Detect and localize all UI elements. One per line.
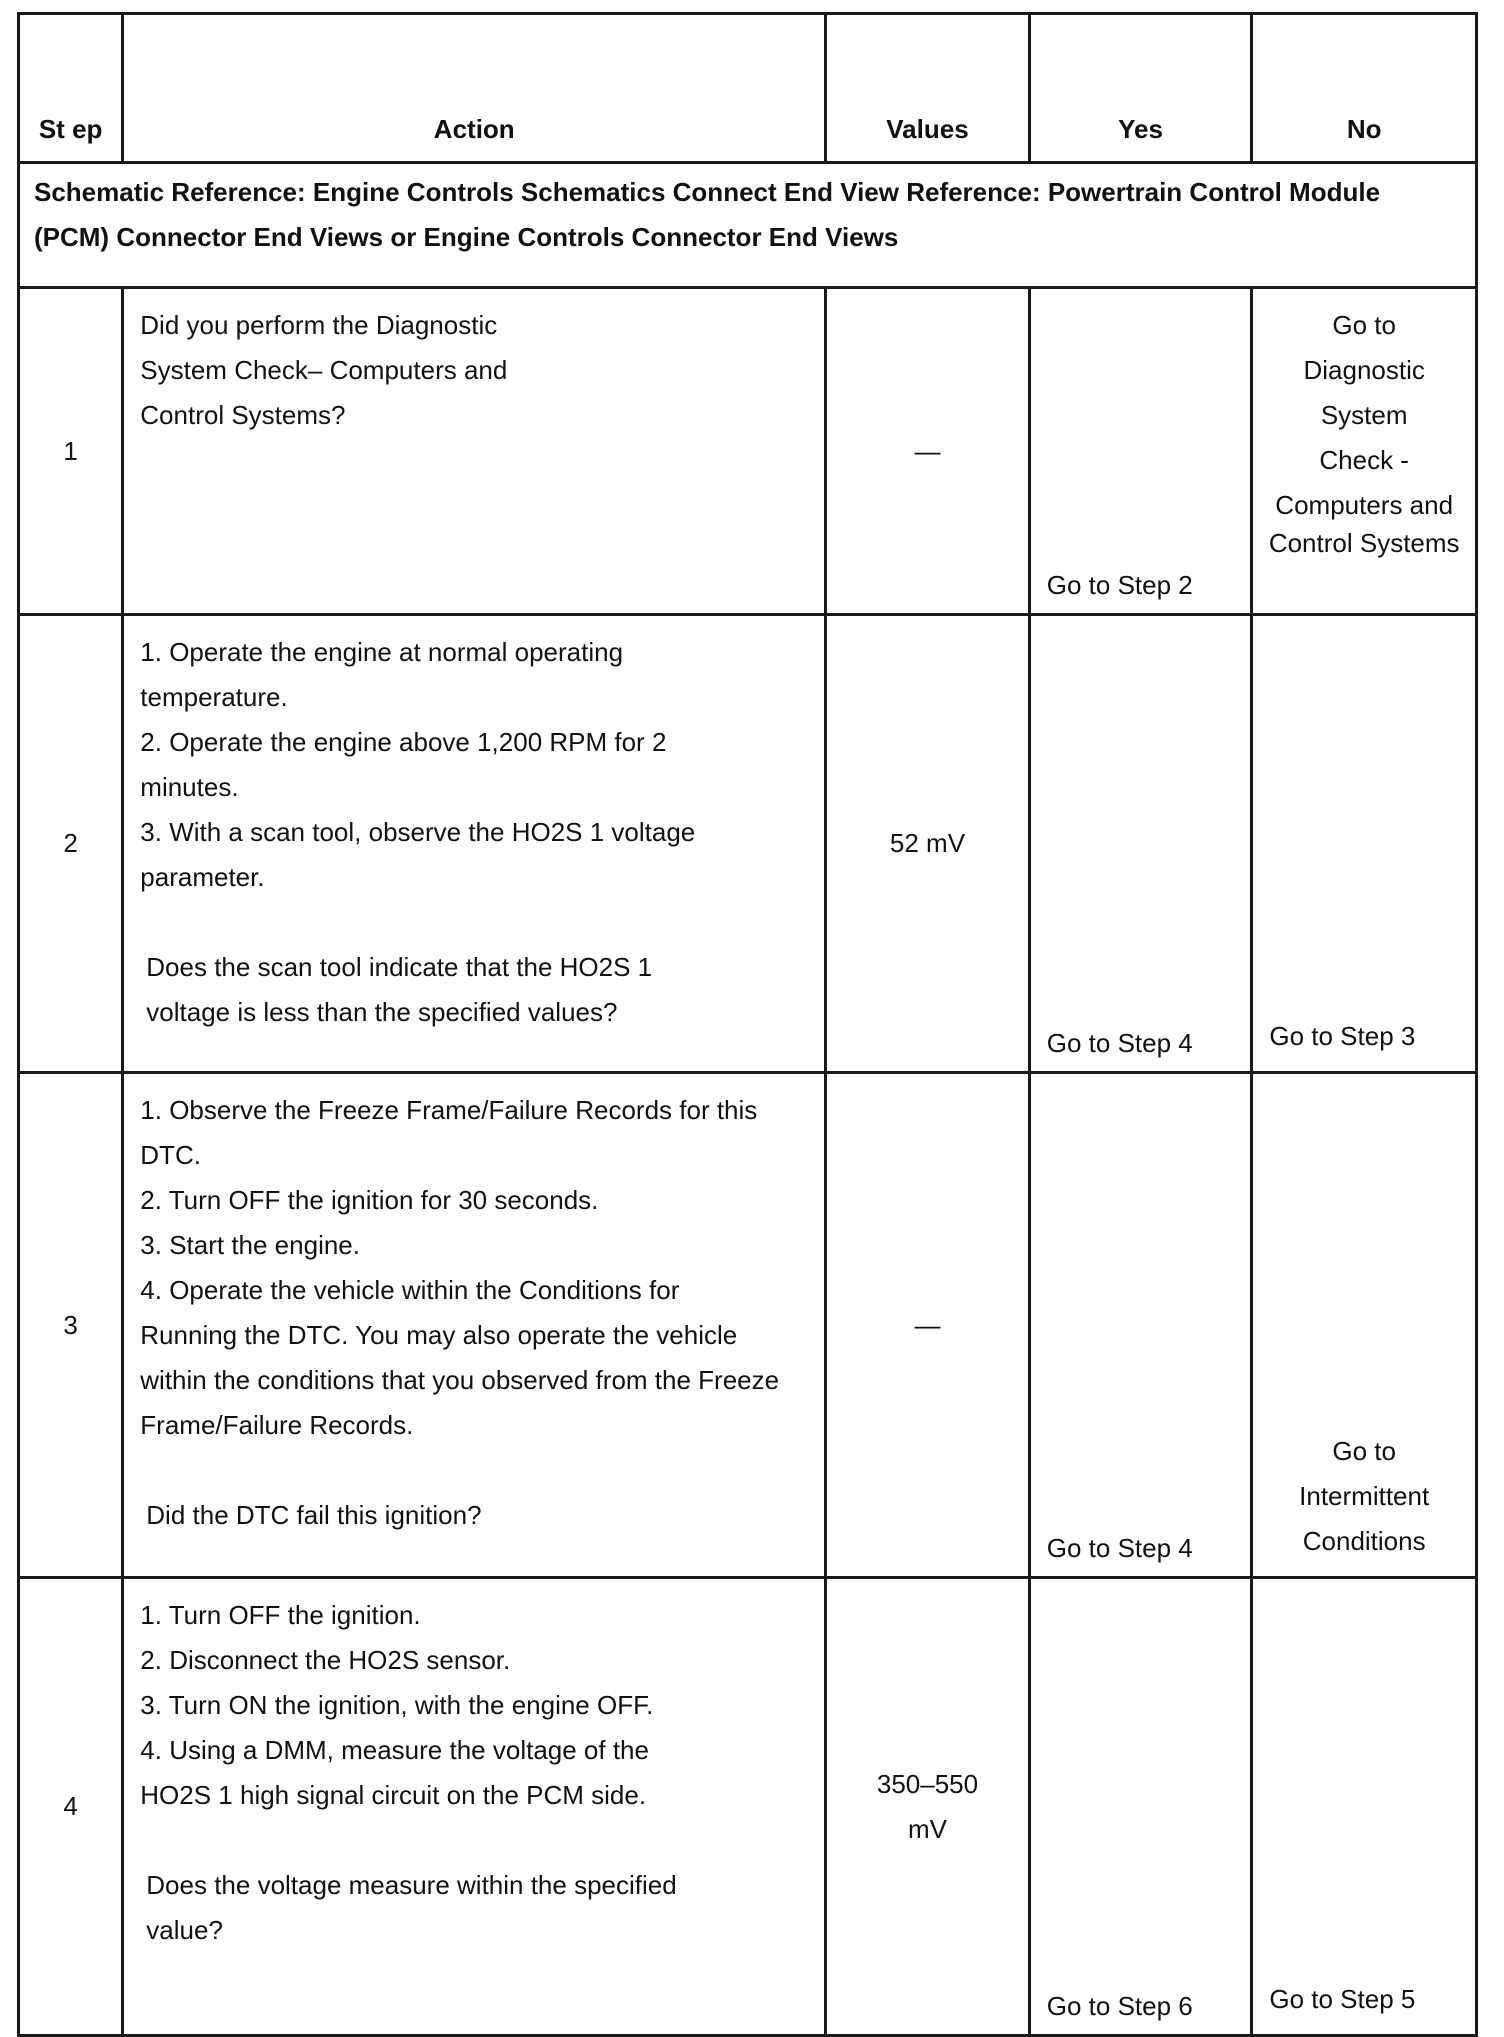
no-line: Control Systems <box>1268 528 1460 558</box>
step-number: 4 <box>19 1578 123 2036</box>
action-step: 1. Observe the Freeze Frame/Failure Records for this DTC. <box>140 1095 758 1170</box>
no-line: Check - <box>1319 445 1409 475</box>
reference-row <box>19 163 1477 288</box>
no-line: Diagnostic <box>1303 355 1425 385</box>
action-step: 3. Start the engine. <box>140 1230 360 1260</box>
action-question: Does the scan tool indicate that the HO2S 1 voltage is less than the specified values? <box>146 952 653 1027</box>
action-cell <box>123 288 826 615</box>
step-number: 2 <box>19 615 123 1073</box>
yes-cell: Go to Step 4 <box>1029 615 1252 1073</box>
table-row <box>19 288 1477 615</box>
action-cell <box>123 615 826 1073</box>
action-step: 1. Turn OFF the ignition. <box>140 1600 421 1630</box>
values-cell: — <box>826 1073 1030 1578</box>
diagnostic-table <box>17 12 1478 2037</box>
no-line: Go to <box>1332 310 1396 340</box>
yes-cell: Go to Step 4 <box>1029 1073 1252 1578</box>
action-step: 2. Operate the engine above 1,200 RPM for 2 minutes. <box>140 727 667 802</box>
yes-cell: Go to Step 2 <box>1029 288 1252 615</box>
action-step: 4. Using a DMM, measure the voltage of the HO2S 1 high signal circuit on the PCM side. <box>140 1735 649 1810</box>
action-text: Did you perform the Diagnostic System Check– Computers and Control Systems? <box>140 310 508 430</box>
no-cell: Go to Step 5 <box>1252 1578 1477 2036</box>
action-cell <box>123 1578 826 2036</box>
action-question: Did the DTC fail this ignition? <box>146 1500 482 1530</box>
no-cell <box>1252 288 1477 615</box>
header-action: Action <box>123 14 826 163</box>
no-line: System <box>1320 400 1408 430</box>
yes-cell: Go to Step 6 <box>1029 1578 1252 2036</box>
values-cell: — <box>826 288 1030 615</box>
header-step: St ep <box>19 14 123 163</box>
action-step: 2. Disconnect the HO2S sensor. <box>140 1645 511 1675</box>
values-cell: 52 mV <box>826 615 1030 1073</box>
header-row <box>19 14 1477 163</box>
action-cell <box>123 1073 826 1578</box>
no-cell <box>1252 1073 1477 1578</box>
value-line: mV <box>907 1813 947 1844</box>
no-line: Computers and <box>1275 490 1454 520</box>
no-line: Intermittent <box>1299 1481 1430 1511</box>
step-number: 3 <box>19 1073 123 1578</box>
table-row <box>19 1578 1477 2036</box>
header-no: No <box>1252 14 1477 163</box>
value-line: 350–550 <box>876 1768 979 1799</box>
step-number: 1 <box>19 288 123 615</box>
action-step: 2. Turn OFF the ignition for 30 seconds. <box>140 1185 599 1215</box>
action-step: 4. Operate the vehicle within the Conditions for Running the DTC. You may also operate the vehicle within the conditions that you observed from the Freeze Frame/Failure Records. <box>140 1275 780 1440</box>
action-step: 3. Turn ON the ignition, with the engine OFF. <box>140 1690 654 1720</box>
header-values: Values <box>826 14 1030 163</box>
action-question: Does the voltage measure within the specified value? <box>146 1870 677 1945</box>
values-cell <box>826 1578 1030 2036</box>
no-cell: Go to Step 3 <box>1252 615 1477 1073</box>
schematic-reference: Schematic Reference: Engine Controls Schematics Connect End View Reference: Powertrain Control Module (PCM) Connector End Views or Engine Controls Connector End Views <box>19 163 1477 288</box>
header-yes: Yes <box>1029 14 1252 163</box>
no-line: Go to <box>1332 1436 1396 1466</box>
no-line: Conditions <box>1302 1526 1426 1556</box>
table-row <box>19 1073 1477 1578</box>
action-step: 1. Operate the engine at normal operating temperature. <box>140 637 624 712</box>
action-step: 3. With a scan tool, observe the HO2S 1 voltage parameter. <box>140 817 696 892</box>
table-row <box>19 615 1477 1073</box>
